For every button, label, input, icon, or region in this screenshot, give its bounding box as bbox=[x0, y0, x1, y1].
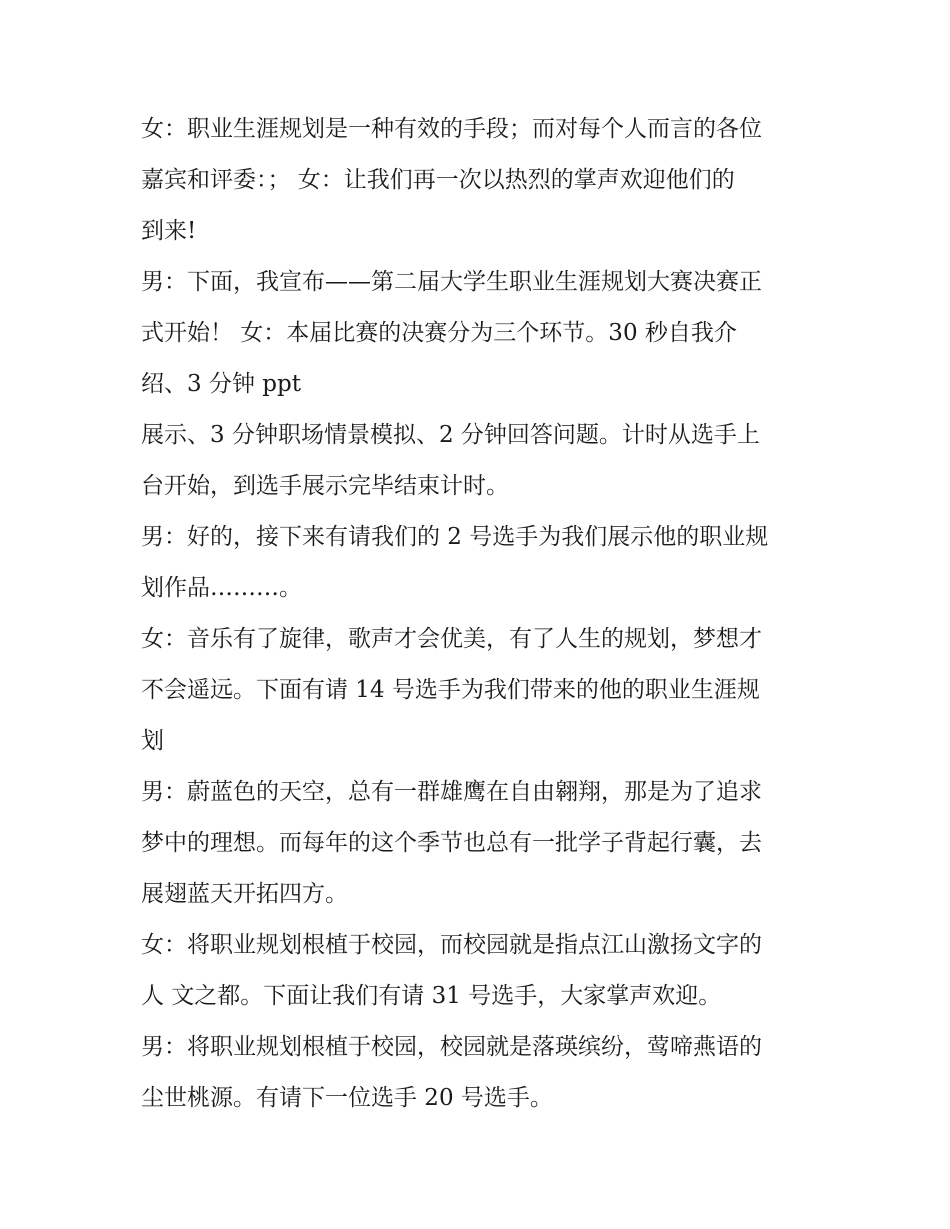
text-line: 女：职业生涯规划是一种有效的手段；而对每个人而言的各位 bbox=[141, 116, 762, 142]
text-line: 女：将职业规划根植于校园，而校园就是指点江山激扬文字的 bbox=[141, 932, 762, 958]
text-line: 女：音乐有了旋律，歌声才会优美，有了人生的规划，梦想才 bbox=[141, 626, 762, 652]
text-line: 男：蔚蓝色的天空，总有一群雄鹰在自由翱翔，那是为了追求 bbox=[141, 779, 762, 805]
text-line: 人 文之都。下面让我们有请 31 号选手，大家掌声欢迎。 bbox=[141, 983, 722, 1009]
text-line: 划作品………。 bbox=[141, 575, 302, 601]
text-line: 台开始，到选手展示完毕结束计时。 bbox=[141, 473, 509, 499]
text-line: 梦中的理想。而每年的这个季节也总有一批学子背起行囊，去 bbox=[141, 830, 762, 856]
text-line: 划 bbox=[141, 728, 164, 754]
text-line: 男：将职业规划根植于校园，校园就是落瑛缤纷，莺啼燕语的 bbox=[141, 1034, 762, 1060]
text-line: 嘉宾和评委：； 女：让我们再一次以热烈的掌声欢迎他们的 bbox=[141, 167, 735, 193]
text-line: 男：下面，我宣布——第二届大学生职业生涯规划大赛决赛正 bbox=[141, 269, 762, 295]
text-line: 展示、3 分钟职场情景模拟、2 分钟回答问题。计时从选手上 bbox=[141, 422, 760, 448]
text-line: 到来! bbox=[141, 218, 197, 244]
text-line: 不会遥远。下面有请 14 号选手为我们带来的他的职业生涯规 bbox=[141, 677, 760, 703]
script-text-body bbox=[141, 104, 821, 1124]
text-line: 式开始！ 女：本届比赛的决赛分为三个环节。30 秒自我介 bbox=[141, 320, 737, 346]
text-line: 展翅蓝天开拓四方。 bbox=[141, 881, 348, 907]
text-line: 尘世桃源。有请下一位选手 20 号选手。 bbox=[141, 1085, 553, 1111]
text-line: 绍、3 分钟 ppt bbox=[141, 371, 301, 397]
text-line: 男：好的，接下来有请我们的 2 号选手为我们展示他的职业规 bbox=[141, 524, 769, 550]
